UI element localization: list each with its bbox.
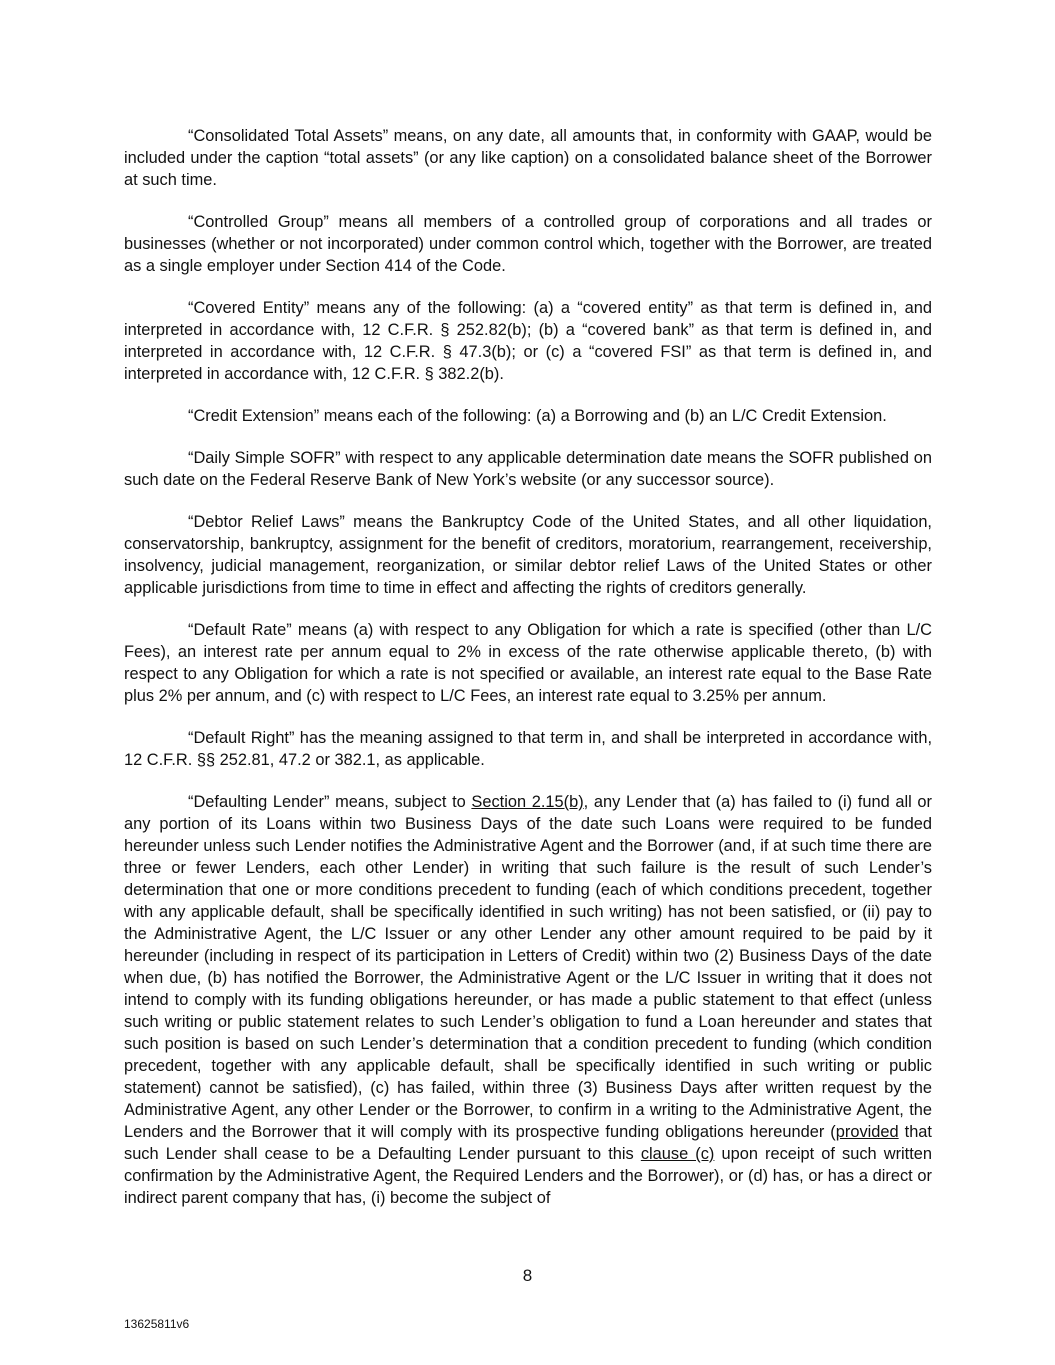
defaulting-lender-text-4: upon receipt of such written confirmation by the Administrative Agent, the Required Lenders and the Borrower), or (d) has, or has a direct or indirect parent company that has, (i) become the subject of bbox=[124, 1145, 933, 1207]
definition-default-right: “Default Right” has the meaning assigned to that term in, and shall be interpreted in accordance with, 12 C.F.R. §§ 252.81, 47.2 or 382.1, as applicable. bbox=[124, 729, 932, 769]
defaulting-lender-text-2: , any Lender that (a) has failed to (i) fund all or any portion of its Loans within two Business Days of the date such Loans were required to be funded hereunder unless such Lender notifies the Administrative Agent and the Borrower (and, if at such time there are three or fewer Lenders, each other Lender) in writing that such failure is the result of such Lender’s determination that one or more conditions precedent to funding (each of which conditions precedent, together with any applicable default, shall be specifically identified in such writing) has not been satisfied, or (ii) pay to the Administrative Agent, the L/C Issuer or any other Lender any other amount required to be paid by it hereunder (including in respect of its participation in Letters of Credit) within two (2) Business Days of the date when due, (b) has notified the Borrower, the Administrative Agent or the L/C Issuer in writing that it does not intend to comply with its funding obligations hereunder, or has made a public statement to that effect (unless such writing or public statement relates to such Lender’s obligation to fund a Loan hereunder and states that such position is based on such Lender’s determination that a condition precedent to funding (which condition precedent, together with any applicable default, shall be specifically identified in such writing or public statement) cannot be satisfied), (c) has failed, within three (3) Business Days after written request by the Administrative Agent, any other Lender or the Borrower, to confirm in a writing to the Administrative Agent, the Lenders and the Borrower that it will comply with its prospective funding obligations hereunder ( bbox=[124, 793, 932, 1141]
definition-debtor-relief-laws: “Debtor Relief Laws” means the Bankruptcy Code of the United States, and all other liquidation, conservatorship, bankruptcy, assignment for the benefit of creditors, moratorium, rearrangement, receivership, insolvency, judicial management, reorganization, or similar debtor relief Laws of the United States or other applicable jurisdictions from time to time in effect and affecting the rights of creditors generally. bbox=[124, 513, 932, 597]
defaulting-lender-text-3: that such Lender shall cease to be a Defaulting Lender pursuant to this bbox=[124, 1123, 932, 1163]
definition-covered-entity: “Covered Entity” means any of the following: (a) a “covered entity” as that term is defined in, and interpreted in accordance with, 12 C.F.R. § 252.82(b); (b) a “covered bank” as that term is defined in, and interpreted in accordance with, 12 C.F.R. § 47.3(b); or (c) a “covered FSI” as that term is defined in, and interpreted in accordance with, 12 C.F.R. § 382.2(b). bbox=[124, 299, 932, 383]
document-id: 13625811v6 bbox=[124, 1317, 190, 1331]
definition-daily-simple-sofr: “Daily Simple SOFR” with respect to any applicable determination date means the SOFR published on such date on the Federal Reserve Bank of New York’s website (or any successor source). bbox=[124, 449, 932, 489]
definition-credit-extension: “Credit Extension” means each of the following: (a) a Borrowing and (b) an L/C Credit Extension. bbox=[188, 407, 887, 425]
definition-default-rate: “Default Rate” means (a) with respect to any Obligation for which a rate is specified (other than L/C Fees), an interest rate per annum equal to 2% in excess of the rate otherwise applicable thereto, (b) with respect to any Obligation for which a rate is not specified or available, an interest rate equal to the Base Rate plus 2% per annum, and (c) with respect to L/C Fees, an interest rate equal to 3.25% per annum. bbox=[124, 621, 932, 705]
defaulting-lender-text-1: “Defaulting Lender” means, subject to bbox=[188, 793, 472, 811]
provided-term: provided bbox=[835, 1123, 899, 1141]
definition-controlled-group: “Controlled Group” means all members of a controlled group of corporations and all trades or businesses (whether or not incorporated) under common control which, together with the Borrower, are treated as a single employer under Section 414 of the Code. bbox=[124, 213, 932, 275]
clause-c-reference: clause (c) bbox=[640, 1145, 715, 1163]
section-2-15b-reference: Section 2.15(b) bbox=[471, 793, 584, 811]
definition-consolidated-total-assets: “Consolidated Total Assets” means, on any date, all amounts that, in conformity with GAAP, would be included under the caption “total assets” (or any like caption) on a consolidated balance sheet of the Borrower at such time. bbox=[124, 127, 932, 189]
definition-defaulting-lender bbox=[124, 791, 932, 1209]
page-number: 8 bbox=[522, 1266, 533, 1285]
document-body bbox=[124, 125, 932, 1229]
